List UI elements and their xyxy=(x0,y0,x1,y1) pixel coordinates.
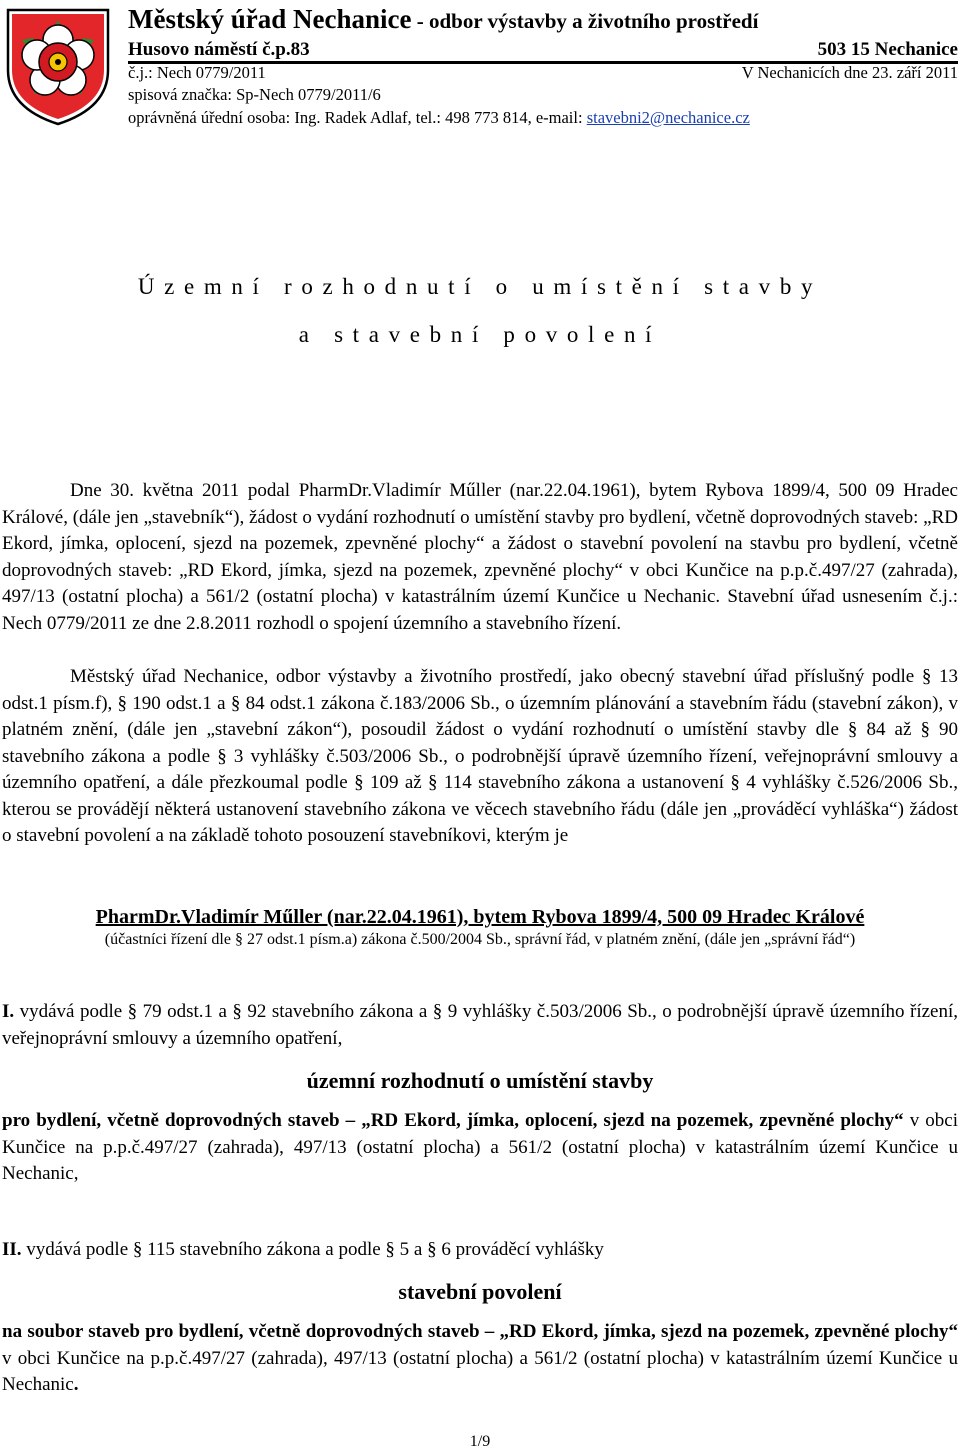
section-2-description-rest: v obci Kunčice na p.p.č.497/27 (zahrada), 497/13 (ostatní plocha) a 561/2 (ostatní plocha) v katastrálním území Kunčice u Nechanic xyxy=(2,1347,958,1395)
page-number: 1/9 xyxy=(469,1433,491,1450)
office-postcode: 503 15 Nechanice xyxy=(817,39,958,60)
parties-note: (účastníci řízení dle § 27 odst.1 písm.a) zákona č.500/2004 Sb., správní řád, v platném znění, (dále jen „správní řád“) xyxy=(104,931,856,948)
assessment-paragraph: Městský úřad Nechanice, odbor výstavby a životního prostředí, jako obecný stavební úřad příslušný podle § 13 odst.1 písm.f), § 190 odst.1 a § 84 odst.1 zákona č.183/2006 Sb., o územním plánování a stavebním řádu (stavební zákon), v platném znění, (dále jen „stavební zákon“), posoudil žádost o vydání rozhodnutí o umístění stavby dle § 84 až § 90 stavebního zákona a podle § 3 vyhlášky č.503/2006 Sb., o podrobnější úpravě územního řízení, veřejnoprávní smlouvy a územního opatření, a dále přezkoumal podle § 109 až § 114 stavebního zákona a ustanovení § 4 vyhlášky č.526/2006 Sb., kterou se provádějí některá ustanovení stavebního zákona ve věcech stavebního řádu (dále jen „prováděcí vyhláška“) žádost o stavební povolení a na základě tohoto posouzení stavebníkovi, kterým je xyxy=(2,666,958,846)
section-1-paragraph xyxy=(2,999,958,1052)
section-2-text: vydává podle § 115 stavebního zákona a podle § 5 a § 6 prováděcí vyhlášky xyxy=(21,1239,604,1260)
section-1-description-bold: pro bydlení, včetně doprovodných staveb – „RD Ekord, jímka, oplocení, sjezd na pozemek, zpevněné plochy“ xyxy=(2,1110,904,1131)
office-name: Městský úřad Nechanice xyxy=(128,4,412,34)
coat-of-arms-logo xyxy=(4,4,112,126)
section-2-description-bold: na soubor staveb pro bydlení, včetně doprovodných staveb – „RD Ekord, jímka, sjezd na pozemek, zpevněné plochy“ xyxy=(2,1321,958,1342)
intro-paragraph: Dne 30. května 2011 podal PharmDr.Vladimír Műller (nar.22.04.1961), bytem Rybova 1899/4, 500 09 Hradec Králové, (dále jen „stavebník“), žádost o vydání rozhodnutí o umístění stavby pro bydlení, včetně doprovodných staveb: „RD Ekord, jímka, oplocení, sjezd na pozemek, zpevněné plochy“ a žádost o stavební povolení na stavbu pro bydlení, včetně doprovodných staveb: „RD Ekord, jímka, sjezd na pozemek, zpevněné plochy“ v obci Kunčice na p.p.č.497/27 (zahrada), 497/13 (ostatní plocha) a 561/2 (ostatní plocha) v katastrálním území Kunčice u Nechanic. Stavební úřad usnesením č.j.: Nech 0779/2011 ze dne 2.8.2011 rozhodl o spojení územního a stavebního řízení. xyxy=(2,480,958,634)
section-1-description-rest: v obci Kunčice na p.p.č.497/27 (zahrada), 497/13 (ostatní plocha) a 561/2 (ostatní plocha) v katastrálním území Kunčice u Nechanic, xyxy=(2,1110,958,1184)
section-1-heading: územní rozhodnutí o umístění stavby xyxy=(306,1068,654,1093)
file-mark: spisová značka: Sp-Nech 0779/2011/6 xyxy=(128,85,381,104)
section-1-text: vydává podle § 79 odst.1 a § 92 stavebního zákona a § 9 vyhlášky č.503/2006 Sb., o podrobnější úpravě územního řízení, veřejnoprávní smlouvy a územního opatření, xyxy=(2,1001,958,1049)
section-2-description xyxy=(2,1319,958,1399)
document-title-line-2: a stavební povolení xyxy=(298,322,662,347)
section-1-number: I. xyxy=(2,1001,15,1022)
place-date: V Nechanicích dne 23. září 2011 xyxy=(741,63,958,82)
official-contact xyxy=(128,107,750,129)
official-contact-text: oprávněná úřední osoba: Ing. Radek Adlaf, tel.: 498 773 814, e-mail: xyxy=(128,108,587,127)
email-link[interactable]: stavebni2@nechanice.cz xyxy=(586,108,750,127)
office-address: Husovo náměstí č.p.83 xyxy=(128,39,310,60)
section-1-description xyxy=(2,1108,958,1188)
document-title-line-1: Územní rozhodnutí o umístění stavby xyxy=(137,274,823,299)
office-name-line xyxy=(128,2,758,38)
reference-number: č.j.: Nech 0779/2011 xyxy=(128,63,266,82)
office-department: - odbor výstavby a životního prostředí xyxy=(411,9,759,33)
section-2-paragraph xyxy=(2,1237,958,1264)
applicant-line: PharmDr.Vladimír Műller (nar.22.04.1961), bytem Rybova 1899/4, 500 09 Hradec Králové xyxy=(95,906,865,928)
section-2-heading: stavební povolení xyxy=(398,1279,562,1304)
section-2-number: II. xyxy=(2,1239,22,1260)
section-2-description-end: . xyxy=(73,1374,79,1395)
